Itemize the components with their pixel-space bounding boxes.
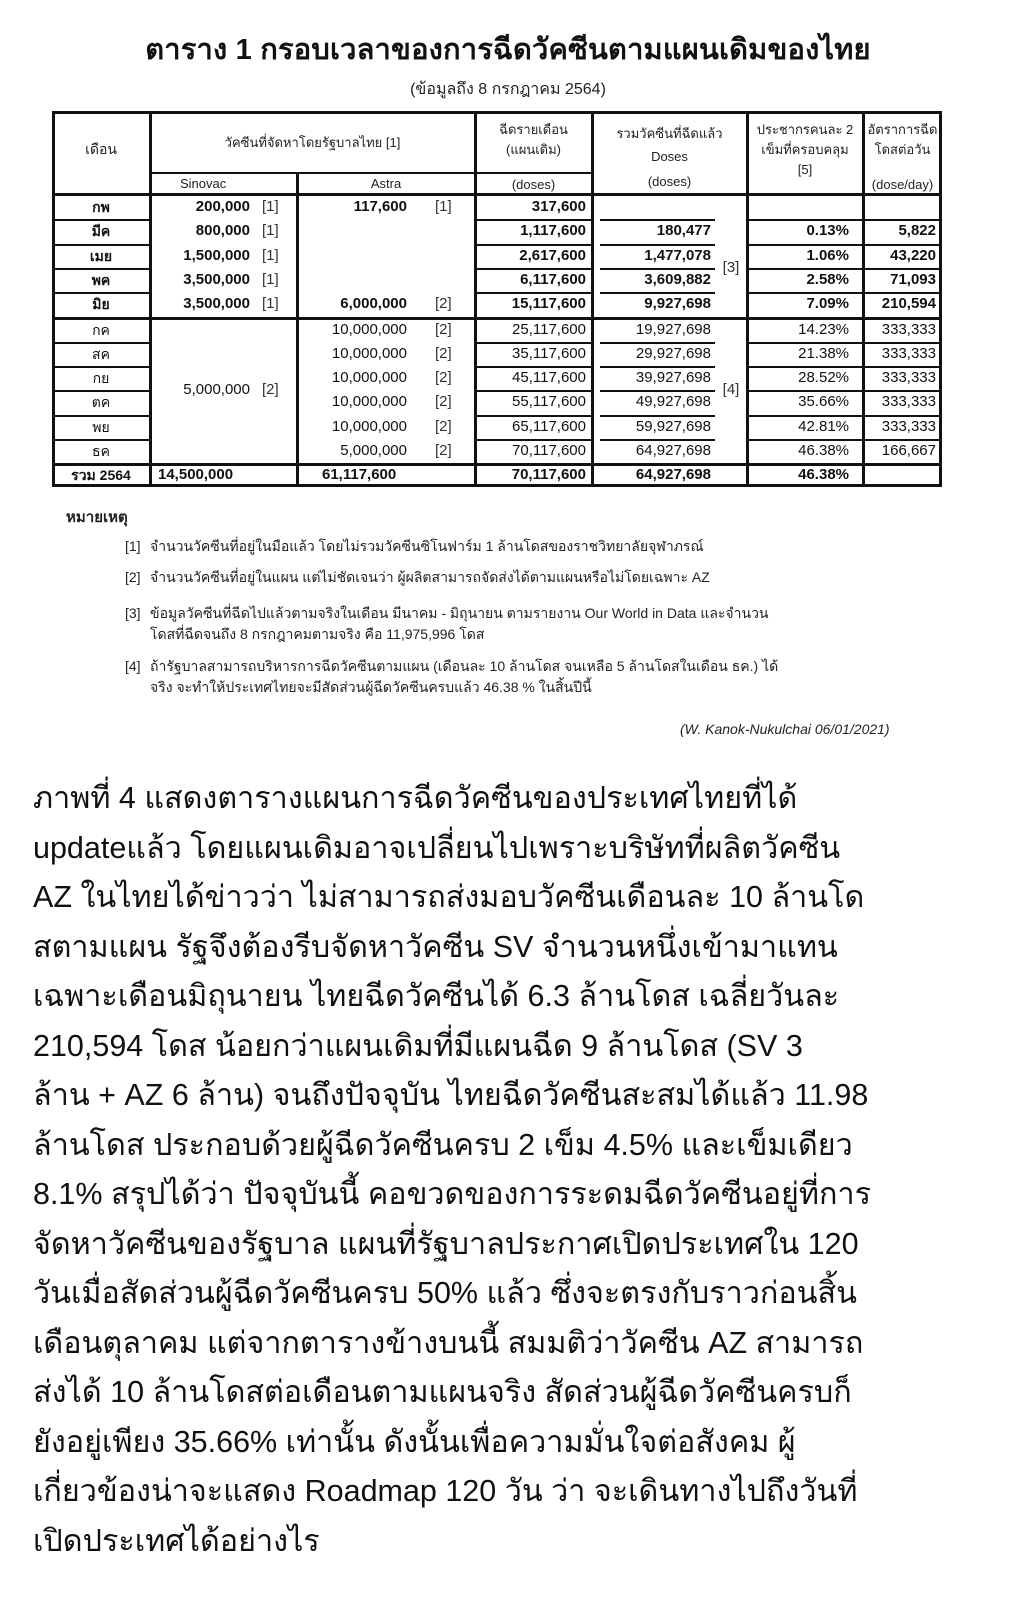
row-cumulative: 39,927,698 [635,369,711,387]
table-subtitle: (ข้อมูลถึง 8 กรกฎาคม 2564) [410,81,606,98]
row-astra-ref: [2] [435,442,452,459]
row-sinovac: 800,000 [195,222,250,240]
row-monthly: 65,117,600 [512,417,586,435]
row-astra-ref [435,268,465,292]
table-border [863,342,942,344]
row-rate: 333,333 [881,417,936,435]
row-astra-ref [435,219,465,243]
row-coverage: 21.38% [798,344,849,362]
table-border [52,111,55,487]
paragraph-line: ยังอยู่เพียง 35.66% เท่านั้น ดังนั้นเพื่อความมั่นใจต่อสังคม ผู้ [33,1424,796,1459]
table-border [863,390,942,392]
table-border [747,268,863,270]
paragraph-line: เฉพาะเดือนมิถุนายน ไทยฉีดวัคซีนได้ 6.3 ล้านโดส เฉลี่ยวันละ [33,979,840,1013]
table-border [747,292,863,294]
total-monthly: 70,117,600 [511,466,586,484]
total-label: รวม 2564 [71,467,131,484]
table-border [52,292,150,294]
sinovac-h2-ref: [2] [262,381,279,399]
total-astra: 61,117,600 [322,466,397,484]
row-rate [863,195,936,219]
table-border [52,415,150,417]
paragraph-line: สตามแผน รัฐจึงต้องรีบจัดหาวัคซีน SV จำนวนหนึ่งเข้ามาแทน [33,929,838,964]
header-rate-1: อัตราการฉีด [867,122,938,137]
row-coverage: 14.23% [798,320,849,338]
row-monthly: 15,117,600 [511,295,586,313]
row-astra: 10,000,000 [331,344,407,362]
row-monthly: 35,117,600 [512,344,586,362]
row-cumulative: 29,927,698 [635,344,711,362]
row-month: ธค [92,443,110,459]
row-month: กค [92,321,110,338]
row-rate: 71,093 [890,270,936,288]
header-cumulative-1: รวมวัคซีนที่ฉีดแล้ว [616,126,723,141]
row-astra-ref [435,244,465,268]
table-border [747,219,863,221]
table-border [746,111,749,487]
header-coverage-2: เข็มที่ครอบคลุม [761,142,849,157]
paragraph-line: ล้านโดส ประกอบด้วยผู้ฉีดวัคซีนครบ 2 เข็ม 4.5% และเข็มเดียว [33,1127,853,1162]
paragraph-line: ล้าน + AZ 6 ล้าน) จนถึงปัจจุบัน ไทยฉีดวัคซีนสะสมได้แล้ว 11.98 [33,1078,869,1112]
header-coverage-1: ประชากรคนละ 2 [756,122,854,137]
table-border [600,390,715,392]
table-border [149,111,152,487]
row-month: พค [91,271,111,288]
row-month: มีค [91,223,111,240]
row-sinovac-ref: [1] [262,246,279,264]
row-astra: 10,000,000 [331,320,407,338]
row-astra: 117,600 [353,198,407,215]
note-item [125,567,925,588]
paragraph-line: updateแล้ว โดยแผนเดิมอาจเปลี่ยนไปเพราะบริษัทที่ผลิตวัคซีน [33,830,841,865]
row-month: พย [92,418,110,435]
row-cumulative: 49,927,698 [635,393,711,411]
signature: (W. Kanok-Nukulchai 06/01/2021) [680,721,890,737]
table-border [600,244,715,246]
table-border [475,292,592,294]
table-border [600,415,715,417]
note-text: จำนวนวัคซีนที่อยู่ในมือแล้ว โดยไม่รวมวัคซีนซิโนฟาร์ม 1 ล้านโดสของราชวิทยาลัยจุฬาภรณ์ [150,538,704,554]
paragraph-line: AZ ในไทยได้ข่าวว่า ไม่สามารถส่งมอบวัคซีนเดือนละ 10 ล้านโด [33,880,865,914]
table-border [52,342,150,344]
table-border [600,366,715,368]
table-border [475,219,592,221]
row-coverage: 0.13% [806,222,849,240]
paragraph-line: ภาพที่ 4 แสดงตารางแผนการฉีดวัคซีนของประเทศไทยที่ได้ [33,781,798,815]
row-astra-ref: [2] [435,320,452,338]
row-monthly: 317,600 [531,198,586,215]
table-border [747,342,863,344]
row-month: เมย [89,247,113,264]
note-text: ถ้ารัฐบาลสามารถบริหารการฉีดวัคซีนตามแผน (เดือนละ 10 ล้านโดส จนเหลือ 5 ล้านโดสในเดือน ธค.) ได้ [150,658,779,674]
header-coverage-ref: [5] [797,162,813,177]
row-astra: 6,000,000 [340,295,407,313]
note-ref: [4] [125,658,141,674]
header-rate-unit: (dose/day) [871,177,934,192]
row-sinovac: 3,500,000 [183,270,250,288]
row-cumulative: 59,927,698 [635,417,711,435]
paragraph-line: วันเมื่อสัดส่วนผู้ฉีดวัคซีนครบ 50% แล้ว ซึ่งจะตรงกับราวก่อนสิ้น [33,1276,857,1310]
row-month: ตค [91,394,111,411]
table-border [863,268,942,270]
row-monthly: 25,117,600 [512,320,586,338]
row-coverage: 7.09% [806,295,849,313]
note-text-continued: จริง จะทำให้ประเทศไทยจะมีสัดส่วนผู้ฉีดวัคซีนครบแล้ว 46.38 % ในสิ้นปีนี้ [150,679,592,695]
table-border [52,219,150,221]
table-border [747,415,863,417]
row-monthly: 45,117,600 [512,369,586,387]
row-month: กพ [92,199,110,215]
table-border [863,292,942,294]
row-month: มิย [92,296,110,313]
row-sinovac: 3,500,000 [183,295,250,313]
row-coverage [747,195,849,219]
paragraph-line: เดือนตุลาคม แต่จากตารางข้างบนนี้ สมมติว่าวัคซีน AZ สามารถ [33,1325,864,1360]
row-astra-ref: [2] [435,344,452,362]
row-cumulative: 1,477,078 [644,246,711,264]
total-cumulative: 64,927,698 [635,466,711,484]
row-astra [297,244,407,268]
row-month: สค [92,345,110,362]
row-rate: 5,822 [898,222,936,240]
table-border [475,244,592,246]
table-border [475,342,592,344]
row-coverage: 42.81% [798,417,849,435]
table-border [600,268,715,270]
row-rate: 333,333 [881,369,936,387]
table-border [747,244,863,246]
table-border [475,439,592,441]
table-border [52,268,150,270]
row-monthly: 2,617,600 [519,246,586,264]
row-cumulative: 64,927,698 [635,442,711,459]
table-border [591,111,594,487]
header-cumulative-unit: (doses) [647,174,692,189]
note-text-continued: โดสที่ฉีดจนถึง 8 กรกฎาคมตามจริง คือ 11,975,996 โดส [150,626,485,642]
row-astra-ref: [2] [435,417,452,435]
header-monthly-unit: (doses) [511,177,556,192]
table-border [52,390,150,392]
table-border [475,172,592,174]
note-text: ข้อมูลวัคซีนที่ฉีดไปแล้วตามจริงในเดือน มีนาคม - มิถุนายน ตามรายงาน Our World in Data และจำนวน [150,605,769,621]
row-monthly: 55,117,600 [512,393,586,411]
table-border [600,342,715,344]
note-text: จำนวนวัคซีนที่อยู่ในแผน แต่ไม่ชัดเจนว่า ผู้ผลิตสามารถจัดส่งได้ตามแผนหรือไม่โดยเฉพาะ AZ [150,569,710,585]
row-coverage: 35.66% [798,393,849,411]
table-border [475,390,592,392]
table-border [52,484,942,487]
total-sinovac: 14,500,000 [158,466,234,484]
table-border [939,111,942,487]
row-rate: 333,333 [881,344,936,362]
row-rate: 210,594 [881,295,936,313]
note-ref: [2] [125,569,141,585]
row-sinovac-ref: [1] [262,270,279,288]
row-astra [297,268,407,292]
table-border [474,111,477,487]
row-rate: 43,220 [890,246,936,264]
row-month: กย [92,370,110,387]
body-paragraph [33,774,983,1566]
header-rate-2: โดสต่อวัน [874,142,931,157]
table-border [863,439,942,441]
header-sinovac: Sinovac [180,176,227,191]
row-rate: 333,333 [881,320,936,338]
table-border [296,172,299,487]
row-rate: 166,667 [881,442,936,459]
table-border [475,415,592,417]
header-gov-vaccine: วัคซีนที่จัดหาโดยรัฐบาลไทย [1] [224,135,401,150]
row-astra: 5,000,000 [340,442,407,459]
paragraph-line: 210,594 โดส น้อยกว่าแผนเดิมที่มีแผนฉีด 9 ล้านโดส (SV 3 [33,1028,803,1063]
table-border [52,439,150,441]
row-sinovac-ref: [1] [262,295,279,313]
row-coverage: 1.06% [806,246,849,264]
row-astra: 10,000,000 [331,369,407,387]
row-monthly: 70,117,600 [512,442,586,459]
row-monthly: 1,117,600 [520,222,586,240]
note-ref: [1] [125,538,141,554]
total-coverage: 46.38% [798,466,849,484]
row-astra: 10,000,000 [331,393,407,411]
row-cumulative: 180,477 [656,222,711,240]
table-border [863,244,942,246]
row-sinovac-ref: [1] [262,222,279,240]
table-border [52,463,942,466]
table-border [863,219,942,221]
row-astra: 10,000,000 [331,417,407,435]
note-item [125,536,925,557]
vaccine-schedule-table [52,111,942,487]
note-item [125,656,925,698]
paragraph-line: จัดหาวัคซีนของรัฐบาล แผนที่รัฐบาลประกาศเปิดประเทศใน 120 [33,1226,859,1261]
table-border [475,366,592,368]
table-border [52,193,942,196]
row-astra-ref: [2] [435,393,452,411]
table-border [52,317,942,320]
row-coverage: 2.58% [806,270,849,288]
row-sinovac: 200,000 [195,198,250,215]
row-astra [297,219,407,243]
table-border [52,244,150,246]
table-border [747,366,863,368]
header-monthly-1: ฉีดรายเดือน [499,122,568,137]
paragraph-line: เกี่ยวข้องน่าจะแสดง Roadmap 120 วัน ว่า จะเดินทางไปถึงวันที่ [33,1474,858,1508]
table-border [863,415,942,417]
table-border [475,268,592,270]
paragraph-line: ส่งได้ 10 ล้านโดสต่อเดือนตามแผนจริง สัดส่วนผู้ฉีดวัคซีนครบก็ [33,1375,852,1409]
row-rate: 333,333 [881,393,936,411]
table-border [747,390,863,392]
paragraph-line: 8.1% สรุปได้ว่า ปัจจุบันนี้ คอขวดของการระดมฉีดวัคซีนอยู่ที่การ [33,1177,872,1211]
table-border [600,439,715,441]
header-month: เดือน [85,141,117,157]
table-border [600,219,715,221]
row-astra-ref: [2] [435,369,452,387]
row-cumulative [592,195,711,219]
table-border [52,366,150,368]
note-item [125,603,925,645]
note-ref: [3] [125,605,141,621]
row-monthly: 6,117,600 [520,270,586,288]
table-border [52,111,942,114]
row-coverage: 46.38% [798,442,849,459]
table-border [862,111,865,487]
row-cumulative: 9,927,698 [644,295,711,313]
header-monthly-2: (แผนเดิม) [506,142,561,157]
table-title: ตาราง 1 กรอบเวลาของการฉีดวัคซีนตามแผนเดิมของไทย [145,34,871,66]
row-cumulative: 3,609,882 [644,270,711,288]
row-astra-ref: [1] [435,198,452,215]
table-border [747,439,863,441]
row-sinovac: 1,500,000 [183,246,250,264]
table-border [863,366,942,368]
cumulative-note-h2: [4] [722,381,740,399]
header-cumulative-2: Doses [651,149,688,164]
paragraph-line: เปิดประเทศได้อย่างไร [33,1523,320,1558]
cumulative-note-h1: [3] [722,258,740,276]
row-astra-ref: [2] [435,295,452,313]
table-border [150,172,475,174]
row-cumulative: 19,927,698 [635,320,711,338]
row-coverage: 28.52% [798,369,849,387]
table-border [600,292,715,294]
header-astra: Astra [370,176,402,191]
row-sinovac-ref: [1] [262,198,279,215]
notes-title: หมายเหตุ [66,509,128,526]
sinovac-h2-merged: 5,000,000 [183,381,250,399]
